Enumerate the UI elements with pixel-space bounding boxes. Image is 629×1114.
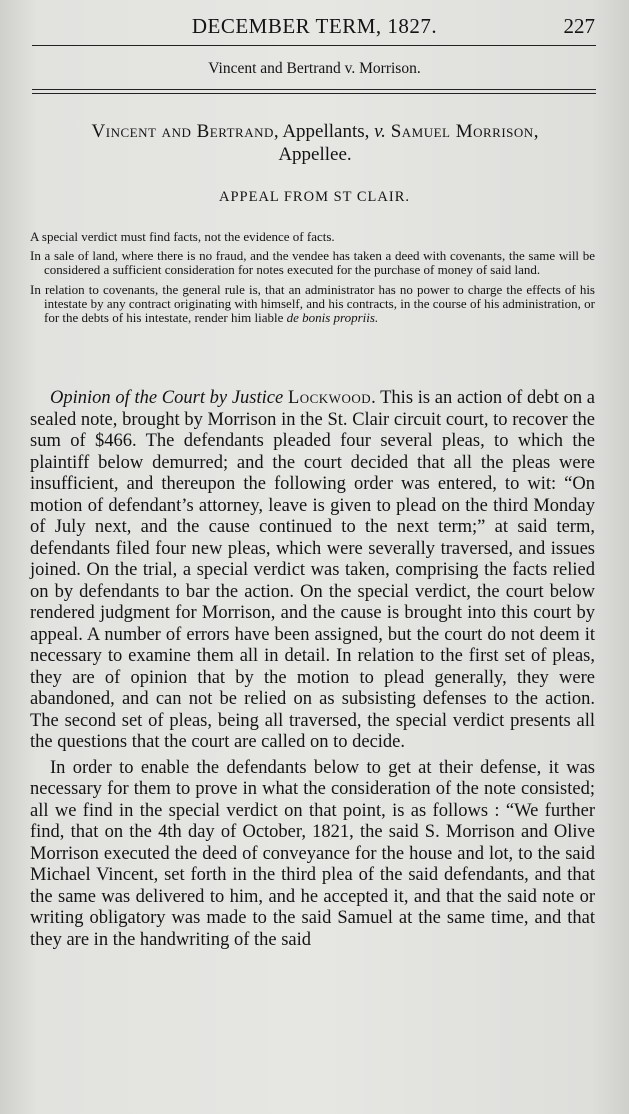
headnote-2: In a sale of land, where there is no fraud, and the vendee has taken a deed with covenants, the same will be considered a sufficient consideration for notes executed for the purchase of money of said land. (30, 248, 595, 278)
header-rule-bottom-double (32, 93, 596, 94)
appeal-subtitle: APPEAL FROM ST CLAIR. (218, 189, 410, 205)
header-rule-top (32, 45, 596, 46)
opinion-paragraph-1 (30, 388, 595, 754)
appellee-role: Appellee. (278, 144, 352, 165)
justice-name: Lockwood (287, 388, 372, 408)
versus: v. (374, 121, 386, 142)
appellee-name: Samuel Morrison (390, 121, 534, 142)
headnote-3 (30, 283, 595, 326)
opinion-lead: Opinion of the Court by Justice (50, 388, 284, 408)
headnote-3-text: In relation to covenants, the general rule is, that an administrator has no power to charge the effects of his intestate by any contract originating with himself, and his contracts, in the course of his administration, or for the debts of his intestate, render him liable (30, 281, 595, 326)
case-caption: Vincent and Bertrand v. Morrison. (208, 60, 421, 77)
page-number: 227 (563, 14, 595, 38)
running-head (0, 14, 629, 42)
opinion-body (30, 388, 595, 951)
appellants-name: Vincent and Bertrand (91, 121, 274, 142)
headnote-3-latin: de bonis propriis. (286, 310, 379, 326)
appellee-suffix: , (533, 121, 539, 142)
header-rule-bottom (32, 89, 596, 90)
opinion-paragraph-2: In order to enable the defendants below to get at their defense, it was necessary for them to prove in what the consideration of the note consisted; all we find in the special verdict on that point, is as follows : “We further find, that on the 4th day of October, 1821, the said S. Morrison and Olive Morrison executed the deed of conveyance for the house and lot, to the said Michael Vincent, set forth in the third plea of the said defendants, and that the same was delivered to him, and he accepted it, and that the said note or writing obligatory was made to the said Samuel at the same time, and that they are in the handwriting of the said (30, 757, 595, 950)
case-title (30, 120, 600, 166)
running-head-title: DECEMBER TERM, 1827. (191, 14, 438, 38)
opinion-paragraph-1-text: . This is an action of debt on a sealed note, brought by Morrison in the St. Clair circuit court, to recover the sum of $466. The defendants pleaded four several pleas, to which the plaintiff below demurred; and the court decided that all the pleas were insufficient, and thereupon the following order was entered, to wit: “On motion of defendant’s attorney, leave is given to plead on the third Monday of July next, and the cause continued to the next term;” at said term, defendants filed four new pleas, which were severally traversed, and issues joined. On the trial, a special verdict was taken, comprising the facts relied on by defendants to bar the action. On the special verdict, the court below rendered judgment for Morrison, and the cause is brought into this court by appeal. A number of errors have been assigned, but the court do not deem it necessary to examine them all in detail. In relation to the first set of pleas, they are of opinion that by the motion to plead generally, they were abandoned, and can not be relied on as subsisting defenses to the action. The second set of pleas, being all traversed, the special verdict presents all the questions that the court are called on to decide. (30, 388, 596, 752)
headnote-1: A special verdict must find facts, not the evidence of facts. (30, 229, 335, 244)
appellants-suffix: , Appellants, (273, 121, 375, 142)
headnotes (30, 230, 595, 330)
